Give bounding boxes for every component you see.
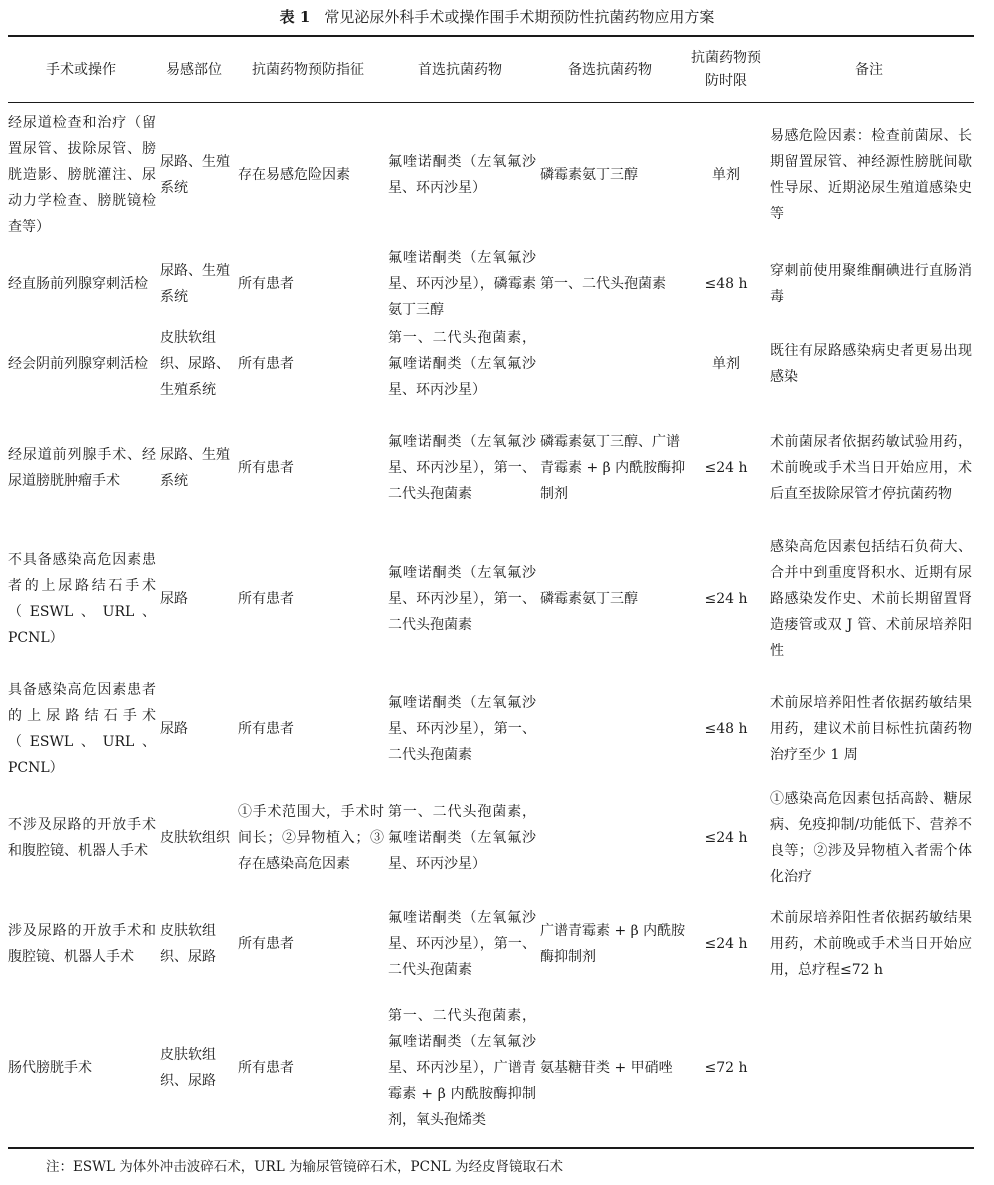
table-row-5-duration: ≤24 h (704, 591, 748, 607)
table-number: 表 1 (279, 8, 311, 26)
table-row-9-surgery: 肠代膀胱手术 (8, 1060, 92, 1076)
table-row-8-indication: 所有患者 (238, 936, 294, 952)
table-row-3-alternative (540, 324, 686, 404)
table-title: 常见泌尿外科手术或操作围手术期预防性抗菌药物应用方案 (324, 8, 715, 26)
table-row-8-first-choice: 氟喹诺酮类（左氧氟沙星、环丙沙星），第一、二代头孢菌素 (388, 910, 536, 978)
table-row-4-site: 尿路、生殖系统 (160, 447, 230, 489)
table-row-7-first-choice: 第一、二代头孢菌素，氟喹诺酮类（左氧氟沙星、环丙沙星） (388, 804, 536, 872)
table-row-3-first-choice: 第一、二代头孢菌素，氟喹诺酮类（左氧氟沙星、环丙沙星） (388, 330, 536, 398)
table-row-1-surgery: 经尿道检查和治疗（留置尿管、拔除尿管、膀胱造影、膀胱灌注、尿动力学检查、膀胱镜检查等） (8, 115, 156, 235)
table-row-2-duration: ≤48 h (704, 276, 748, 292)
table-bottom-rule (8, 1147, 974, 1149)
header-alternative: 备选抗菌药物 (568, 61, 652, 78)
header-remarks: 备注 (855, 61, 883, 78)
table-row-9-site: 皮肤软组织、尿路 (160, 1047, 216, 1089)
table-row-6-alternative (540, 674, 686, 784)
header-surgery: 手术或操作 (46, 61, 116, 78)
table-row-2-indication: 所有患者 (238, 276, 294, 292)
table-row-1-indication: 存在易感危险因素 (238, 167, 350, 183)
table-row-3-duration: 单剂 (712, 356, 740, 372)
table-row-4-first-choice: 氟喹诺酮类（左氧氟沙星、环丙沙星），第一、二代头孢菌素 (388, 434, 536, 502)
table-row-1-alternative: 磷霉素氨丁三醇 (540, 167, 638, 183)
header-indication: 抗菌药物预防指征 (252, 61, 364, 78)
table-row-6-remarks: 术前尿培养阳性者依据药敏结果用药，建议术前目标性抗菌药物治疗至少 1 周 (770, 695, 972, 763)
table-top-rule (8, 35, 974, 37)
table-row-2-alternative: 第一、二代头孢菌素 (540, 276, 666, 292)
table-row-3-remarks: 既往有尿路感染病史者更易出现感染 (770, 343, 972, 385)
table-row-4-remarks: 术前菌尿者依据药敏试验用药，术前晚或手术当日开始应用，术后直至拔除尿管才停抗菌药物 (770, 434, 972, 502)
table-row-7-alternative (540, 784, 686, 892)
table-row-5-surgery: 不具备感染高危因素患者的上尿路结石手术（ESWL、URL、PCNL） (8, 552, 156, 646)
table-row-5-indication: 所有患者 (238, 591, 294, 607)
table-row-6-duration: ≤48 h (704, 721, 748, 737)
table-row-8-site: 皮肤软组织、尿路 (160, 923, 216, 965)
table-row-7-site: 皮肤软组织 (160, 830, 230, 846)
table-row-8-alternative: 广谱青霉素 + β 内酰胺酶抑制剂 (540, 923, 686, 965)
table-row-4-duration: ≤24 h (704, 460, 748, 476)
table-row-7-duration: ≤24 h (704, 830, 748, 846)
table-row-3-site: 皮肤软组织、尿路、生殖系统 (160, 330, 230, 398)
table-header-rule (8, 102, 974, 103)
table-row-1-duration: 单剂 (712, 167, 740, 183)
table-row-3-surgery: 经会阴前列腺穿刺活检 (8, 356, 148, 372)
table-caption (0, 6, 994, 28)
table-row-9-first-choice: 第一、二代头孢菌素，氟喹诺酮类（左氧氟沙星、环丙沙星），广谱青霉素 + β 内酰胺酶抑制剂，氧头孢烯类 (388, 1008, 536, 1128)
table-row-9-duration: ≤72 h (704, 1060, 748, 1076)
table-row-2-remarks: 穿刺前使用聚维酮碘进行直肠消毒 (770, 263, 972, 305)
table-row-7-remarks: ①感染高危因素包括高龄、糖尿病、免疫抑制/功能低下、营养不良等；②涉及异物植入者需个体化治疗 (770, 791, 972, 885)
table-row-2-surgery: 经直肠前列腺穿刺活检 (8, 276, 148, 292)
header-duration: 抗菌药物预防时限 (691, 50, 761, 89)
table-row-5-alternative: 磷霉素氨丁三醇 (540, 591, 638, 607)
table-row-3-indication: 所有患者 (238, 356, 294, 372)
table-footnote: 注：ESWL 为体外冲击波碎石术，URL 为输尿管镜碎石术，PCNL 为经皮肾镜取石术 (46, 1159, 564, 1175)
table-row-6-indication: 所有患者 (238, 721, 294, 737)
table-row-9-remarks (770, 992, 972, 1144)
table-row-4-alternative: 磷霉素氨丁三醇、广谱青霉素 + β 内酰胺酶抑制剂 (540, 434, 686, 502)
header-site: 易感部位 (166, 61, 222, 78)
table-row-5-remarks: 感染高危因素包括结石负荷大、合并中到重度肾积水、近期有尿路感染发作史、术前长期留置肾造瘘管或双 J 管、术前尿培养阳性 (770, 539, 972, 659)
table-row-8-surgery: 涉及尿路的开放手术和腹腔镜、机器人手术 (8, 923, 156, 965)
table-row-8-remarks: 术前尿培养阳性者依据药敏结果用药，术前晚或手术当日开始应用，总疗程≤72 h (770, 910, 972, 978)
table-row-9-alternative: 氨基糖苷类 + 甲硝唑 (540, 1060, 673, 1076)
table-row-1-site: 尿路、生殖系统 (160, 154, 230, 196)
table-row-6-first-choice: 氟喹诺酮类（左氧氟沙星、环丙沙星），第一、二代头孢菌素 (388, 695, 536, 763)
table-row-7-indication: ①手术范围大，手术时间长；②异物植入；③存在感染高危因素 (238, 804, 384, 872)
table-row-4-indication: 所有患者 (238, 460, 294, 476)
table-row-7-surgery: 不涉及尿路的开放手术和腹腔镜、机器人手术 (8, 817, 156, 859)
table-row-4-surgery: 经尿道前列腺手术、经尿道膀胱肿瘤手术 (8, 447, 156, 489)
table-row-1-first-choice: 氟喹诺酮类（左氧氟沙星、环丙沙星） (388, 154, 536, 196)
table-row-1-remarks: 易感危险因素：检查前菌尿、长期留置尿管、神经源性膀胱间歇性导尿、近期泌尿生殖道感染史等 (770, 128, 972, 222)
table-row-5-site: 尿路 (160, 591, 188, 607)
table-row-9-indication: 所有患者 (238, 1060, 294, 1076)
table-row-8-duration: ≤24 h (704, 936, 748, 952)
table-row-2-first-choice: 氟喹诺酮类（左氧氟沙星、环丙沙星），磷霉素氨丁三醇 (388, 250, 536, 318)
table-row-2-site: 尿路、生殖系统 (160, 263, 230, 305)
table-row-6-surgery: 具备感染高危因素患者的上尿路结石手术（ESWL、URL、PCNL） (8, 682, 156, 776)
table-row-6-site: 尿路 (160, 721, 188, 737)
header-first-choice: 首选抗菌药物 (418, 61, 502, 78)
table-row-5-first-choice: 氟喹诺酮类（左氧氟沙星、环丙沙星），第一、二代头孢菌素 (388, 565, 536, 633)
